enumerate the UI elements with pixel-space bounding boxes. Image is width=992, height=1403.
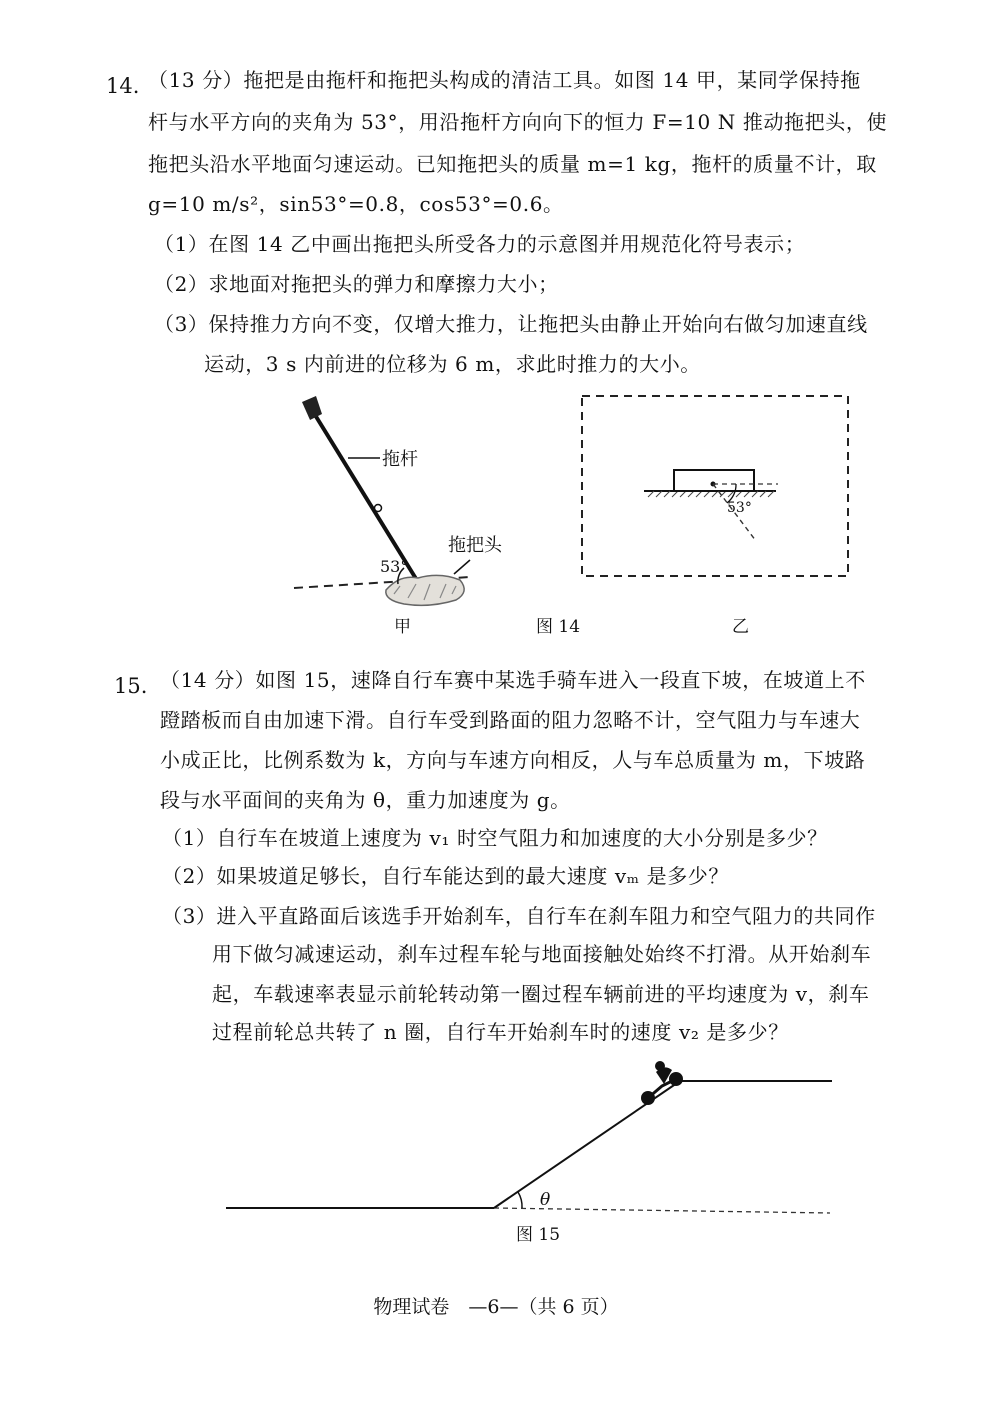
q15-subq-2: （2）如果坡道足够长，自行车能达到的最大速度 vₘ 是多少？ <box>162 864 730 888</box>
block <box>674 470 754 491</box>
label-angle-53-b: 53° <box>727 500 752 516</box>
caption-fig15: 图 15 <box>516 1225 561 1245</box>
cyclist-icon <box>641 1061 683 1105</box>
q15-line-1: （14 分）如图 15，速降自行车赛中某选手骑车进入一段直下坡，在坡道上不 <box>160 668 866 692</box>
label-pole: 拖杆 <box>382 449 418 470</box>
q15-subq-3-cont-2: 起，车载速率表显示前轮转动第一圈过程车辆前进的平均速度为 v，刹车 <box>212 982 870 1006</box>
q15-subq-1: （1）自行车在坡道上速度为 v₁ 时空气阻力和加速度的大小分别是多少？ <box>162 826 828 850</box>
caption-fig14: 图 14 <box>536 617 581 637</box>
q14-subq-1: （1）在图 14 乙中画出拖把头所受各力的示意图并用规范化符号表示； <box>154 232 806 256</box>
theta-arc <box>518 1192 522 1208</box>
q14-line-1: （13 分）拖把是由拖杆和拖把头构成的清洁工具。如图 14 甲，某同学保持拖 <box>148 68 861 92</box>
page-footer: 物理试卷 —6—（共 6 页） <box>373 1296 619 1318</box>
label-angle-53: 53° <box>380 557 409 576</box>
q14-subq-3: （3）保持推力方向不变，仅增大推力，让拖把头由静止开始向右做匀加速直线 <box>154 312 868 336</box>
caption-yi: 乙 <box>732 617 749 637</box>
q14-subq-2: （2）求地面对拖把头的弹力和摩擦力大小； <box>154 272 559 296</box>
pole-joint <box>375 505 382 512</box>
q15-line-2: 蹬踏板而自由加速下滑。自行车受到路面的阻力忽略不计，空气阻力与车速大 <box>160 708 861 732</box>
q15-subq-3: （3）进入平直路面后该选手开始刹车，自行车在刹车阻力和空气阻力的共同作 <box>162 904 876 928</box>
figure-14 <box>0 0 992 660</box>
q15-number: 15. <box>114 674 148 698</box>
q14-line-3: 拖把头沿水平地面匀速运动。已知拖把头的质量 m=1 kg，拖杆的质量不计，取 <box>148 152 877 176</box>
q14-line-4: g=10 m/s²，sin53°=0.8，cos53°=0.6。 <box>148 192 564 216</box>
answer-box <box>582 396 848 576</box>
label-head: 拖把头 <box>448 535 502 556</box>
q14-number: 14. <box>106 74 140 98</box>
q15-line-4: 段与水平面间的夹角为 θ，重力加速度为 g。 <box>160 788 571 812</box>
q15-subq-3-cont-1: 用下做匀减速运动，刹车过程车轮与地面接触处始终不打滑。从开始刹车 <box>212 942 872 966</box>
q14-subq-3-cont: 运动，3 s 内前进的位移为 6 m，求此时推力的大小。 <box>204 352 701 376</box>
q15-subq-3-cont-3: 过程前轮总共转了 n 圈，自行车开始刹车时的速度 v₂ 是多少？ <box>212 1020 789 1044</box>
mop-handle <box>302 396 322 420</box>
q15-line-3: 小成正比，比例系数为 k，方向与车速方向相反，人与车总质量为 m，下坡路 <box>160 748 866 772</box>
figure-15 <box>0 1050 992 1250</box>
q14-line-2: 杆与水平方向的夹角为 53°，用沿拖杆方向向下的恒力 F=10 N 推动拖把头，使 <box>148 110 888 134</box>
caption-jia: 甲 <box>394 617 411 637</box>
head-pointer <box>454 560 470 574</box>
label-theta: θ <box>540 1190 551 1210</box>
